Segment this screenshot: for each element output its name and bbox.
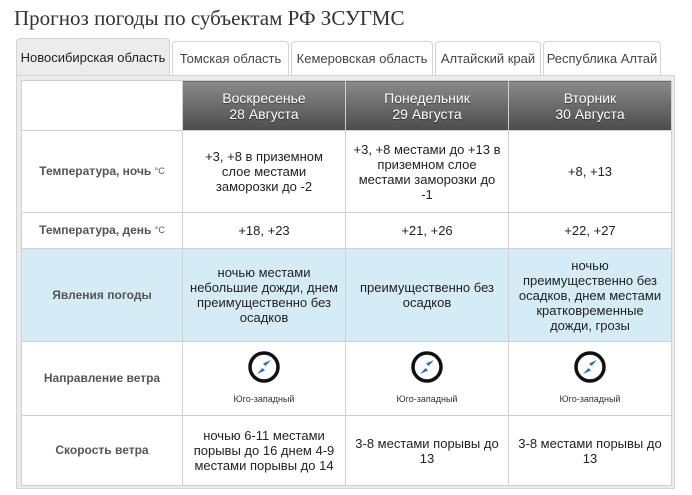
compass-icon (247, 350, 281, 384)
cell-value: ночью местами небольшие дожди, днем преимущественно без осадков (183, 249, 346, 342)
cell-value: ночью 6-11 местами порывы до 16 днем 4-9 местами порывы до 14 (183, 416, 346, 486)
cell-value: ночью преимущественно без осадков, днем местами кратковременные дожди, грозы (509, 249, 672, 342)
cell-value: +3, +8 местами до +13 в приземном слое местами заморозки до -1 (346, 131, 509, 213)
day-weekday: Воскресенье (222, 89, 306, 106)
row-phenomena (22, 249, 672, 342)
row-temp-day (22, 213, 672, 249)
table-header-row (22, 81, 672, 131)
cell-value: +22, +27 (509, 213, 672, 249)
row-label: Температура, ночь $^{^\circ C}$ (22, 131, 183, 213)
compass-icon (573, 350, 607, 384)
row-label: Направление ветра (22, 342, 183, 416)
wind-direction-text: Юго-западный (233, 394, 295, 404)
row-temp-night (22, 131, 672, 213)
day-header-2 (346, 81, 509, 131)
unit-label: °C (154, 225, 165, 235)
tab-kemerovo[interactable]: Кемеровская область (291, 41, 433, 75)
tab-altai-krai[interactable]: Алтайский край (435, 41, 541, 75)
cell-value: +3, +8 в приземном слое местами заморозки до -2 (183, 131, 346, 213)
cell-value: +8, +13 (509, 131, 672, 213)
compass-icon (410, 350, 444, 384)
cell-wind (346, 342, 509, 416)
tab-tomsk[interactable]: Томская область (172, 41, 289, 75)
day-weekday: Понедельник (384, 89, 470, 106)
cell-wind (509, 342, 672, 416)
day-date: 30 Августа (555, 105, 625, 122)
row-label: Скорость ветра (22, 416, 183, 486)
unit-label: °C (154, 166, 165, 176)
row-wind-direction (22, 342, 672, 416)
row-label: Температура, день $^{^\circ C}$ (22, 213, 183, 249)
tab-novosibirsk[interactable]: Новосибирская область (16, 38, 170, 75)
cell-value: 3-8 местами порывы до 13 (346, 416, 509, 486)
day-weekday: Вторник (563, 89, 617, 106)
day-header-1 (183, 81, 346, 131)
day-date: 28 Августа (229, 105, 299, 122)
cell-wind (183, 342, 346, 416)
day-header-3 (509, 81, 672, 131)
forecast-table (21, 80, 672, 486)
cell-value: +21, +26 (346, 213, 509, 249)
cell-value: +18, +23 (183, 213, 346, 249)
cell-value: 3-8 местами порывы до 13 (509, 416, 672, 486)
tab-altai-republic[interactable]: Республика Алтай (543, 41, 661, 75)
forecast-panel (16, 75, 675, 489)
header-corner (22, 81, 183, 131)
region-tabs (16, 38, 663, 75)
page-title: Прогноз погоды по субъектам РФ ЗСУГМС (14, 6, 405, 30)
day-date: 29 Августа (392, 105, 462, 122)
row-label: Явления погоды (22, 249, 183, 342)
wind-direction-text: Юго-западный (396, 394, 458, 404)
row-wind-speed (22, 416, 672, 486)
cell-value: преимущественно без осадков (346, 249, 509, 342)
wind-direction-text: Юго-западный (559, 394, 621, 404)
